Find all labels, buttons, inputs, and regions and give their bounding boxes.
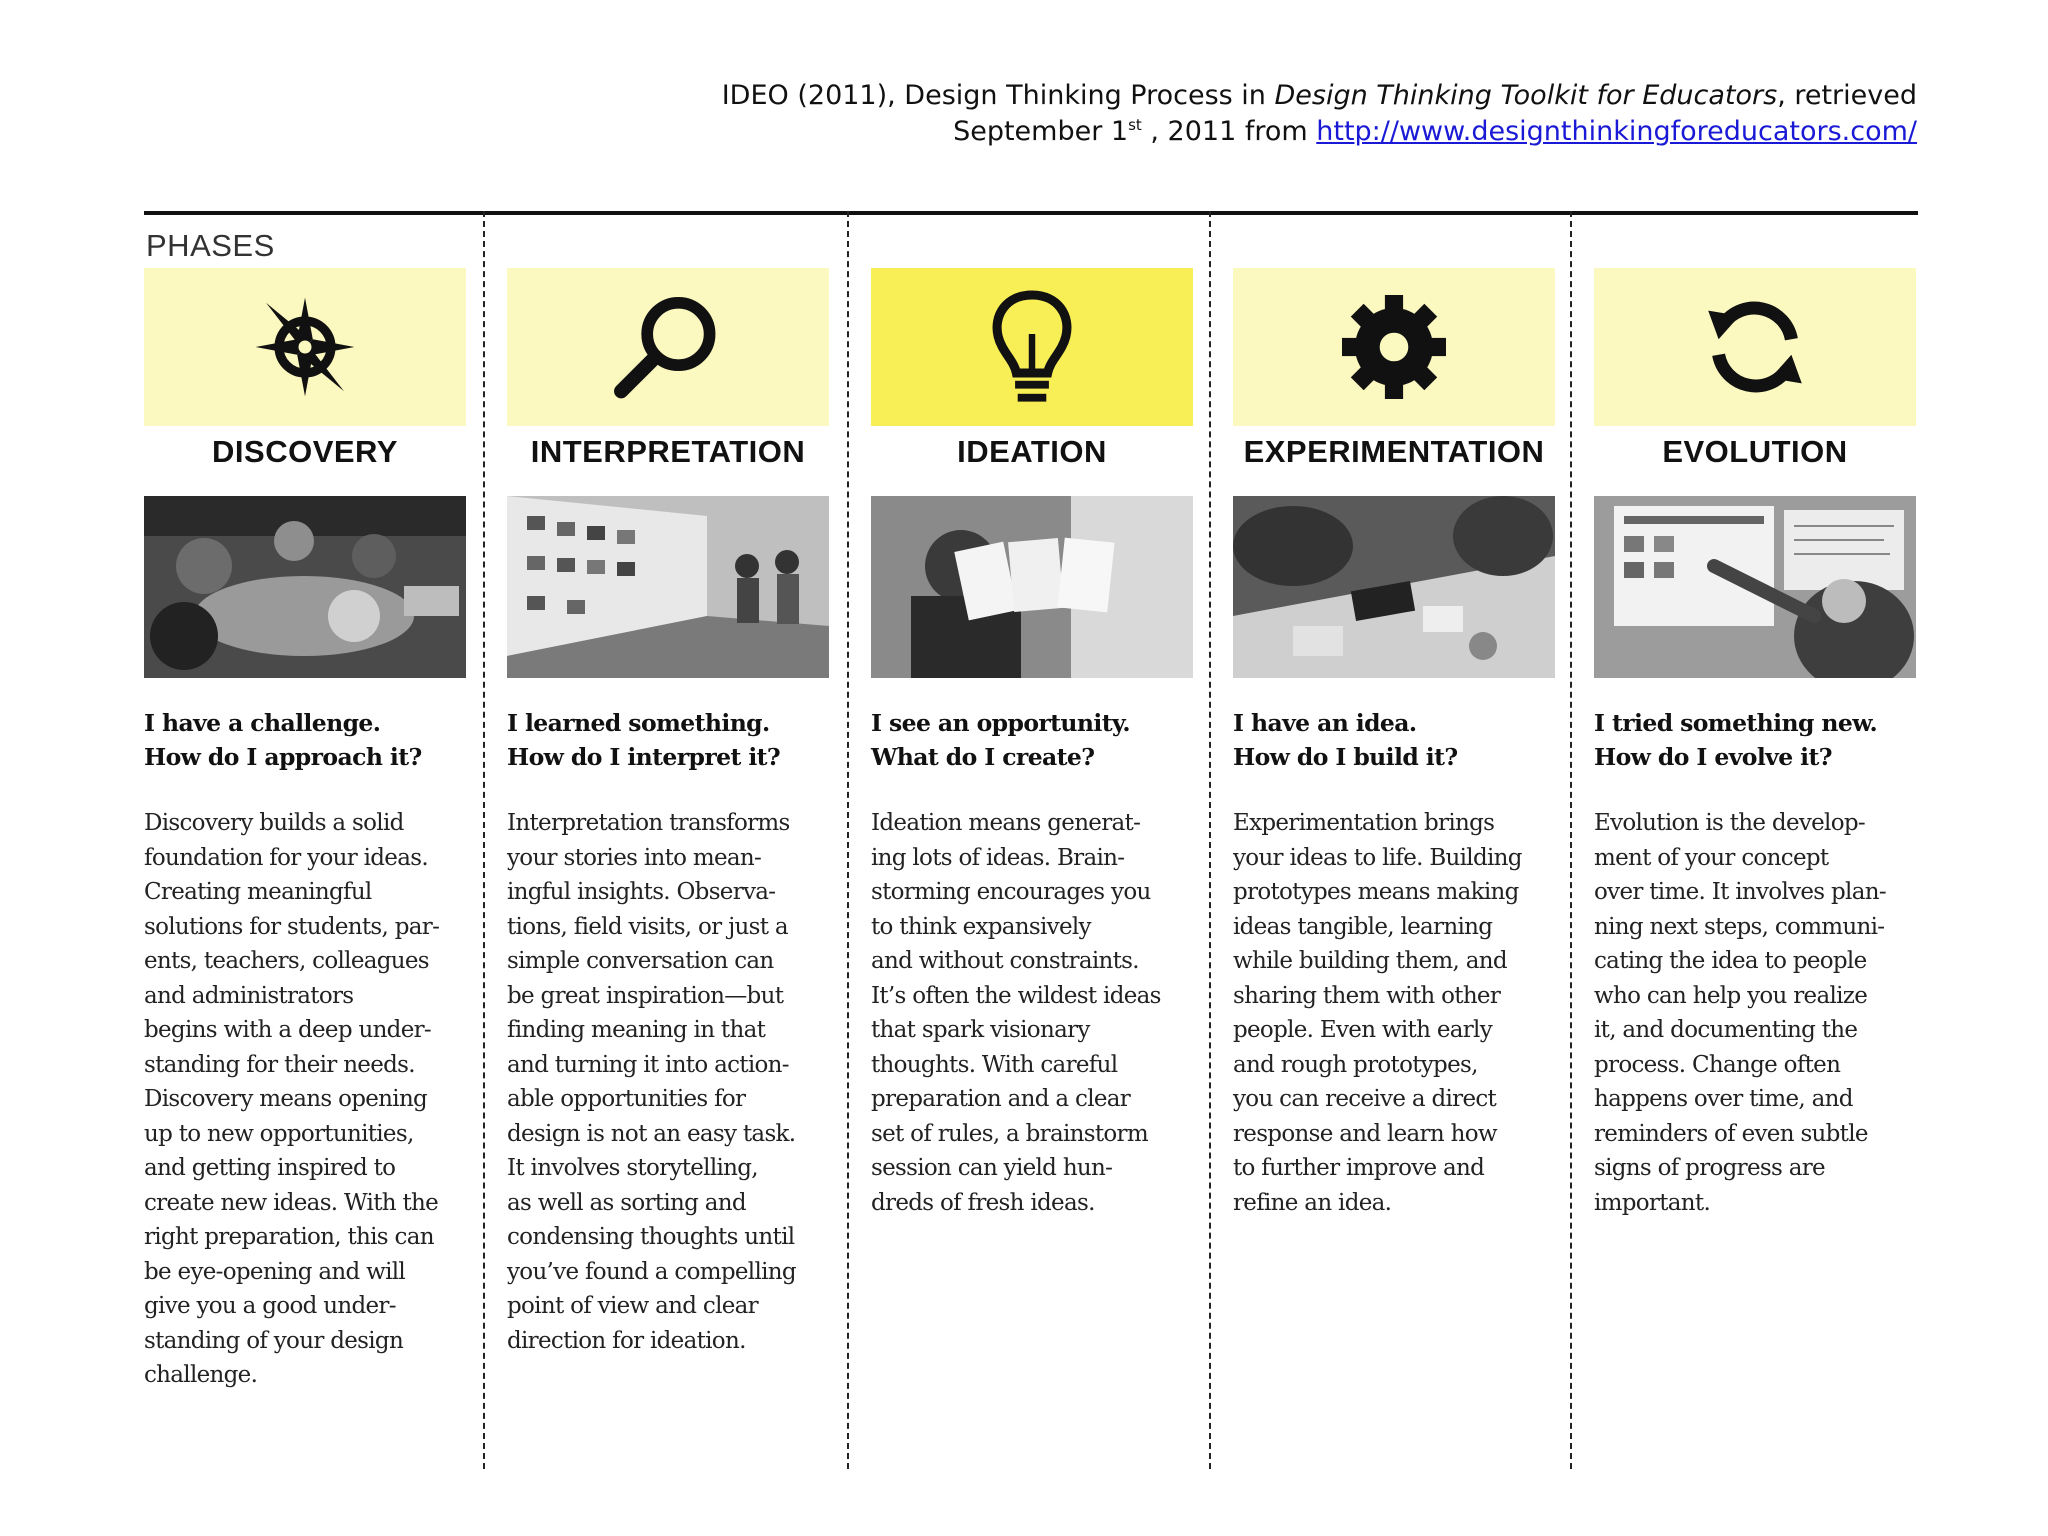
description-line: design is not an easy task. <box>507 1120 796 1147</box>
phase-title: DISCOVERY <box>212 434 398 469</box>
column-divider <box>483 211 485 1469</box>
description-line: It’s often the wildest ideas <box>871 982 1161 1009</box>
interpretation-photo <box>507 496 829 678</box>
description-line: sharing them with other <box>1233 982 1501 1009</box>
description-line: dreds of fresh ideas. <box>871 1189 1095 1216</box>
description-line: to think expansively <box>871 913 1091 940</box>
description-line: response and learn how <box>1233 1120 1497 1147</box>
phase-icon-box <box>507 268 829 426</box>
citation-line-1 <box>722 78 1917 114</box>
description-line: point of view and clear <box>507 1293 758 1319</box>
description-line: tions, field visits, or just a <box>507 913 788 940</box>
description-line: your stories into mean- <box>507 844 762 871</box>
description-line: who can help you realize <box>1594 982 1868 1009</box>
question-line: How do I build it? <box>1233 743 1458 771</box>
description-line: foundation for your ideas. <box>144 844 428 871</box>
lightbulb-icon <box>967 282 1097 412</box>
question-line: I learned something. <box>507 709 770 737</box>
description-line: process. Change often <box>1594 1051 1841 1078</box>
description-line: ning next steps, communi- <box>1594 913 1885 940</box>
top-rule <box>144 211 1918 215</box>
citation-book-title: Design Thinking Toolkit for Educators <box>1274 80 1778 111</box>
question-line: How do I approach it? <box>144 743 422 771</box>
description-line: cating the idea to people <box>1594 948 1867 974</box>
question-line: How do I evolve it? <box>1594 743 1832 771</box>
description-line: ment of your concept <box>1594 844 1829 871</box>
description-line: as well as sorting and <box>507 1189 746 1216</box>
phase-photo <box>1233 496 1555 678</box>
description-line: It involves storytelling, <box>507 1155 758 1181</box>
description-line: signs of progress are <box>1594 1155 1825 1181</box>
description-line: and administrators <box>144 982 354 1009</box>
description-line: condensing thoughts until <box>507 1224 795 1250</box>
description-line: Interpretation transforms <box>507 810 790 836</box>
description-line: standing of your design <box>144 1327 404 1354</box>
description-line: challenge. <box>144 1362 258 1388</box>
description-line: session can yield hun- <box>871 1155 1113 1181</box>
phase-description <box>144 806 466 1393</box>
description-line: your ideas to life. Building <box>1233 844 1522 871</box>
description-line: direction for ideation. <box>507 1327 746 1354</box>
description-line: and getting inspired to <box>144 1155 396 1181</box>
description-line: Discovery builds a solid <box>144 810 404 836</box>
phase-question <box>1594 706 1916 774</box>
description-line: Creating meaningful <box>144 879 372 905</box>
citation-date-suffix: st <box>1128 116 1142 134</box>
description-line: begins with a deep under- <box>144 1017 431 1043</box>
description-line: ideas tangible, learning <box>1233 913 1493 940</box>
phase-description <box>1233 806 1555 1220</box>
column-divider <box>1209 211 1211 1469</box>
description-line: be great inspiration—but <box>507 982 784 1009</box>
gear-icon <box>1329 282 1459 412</box>
question-line: I have an idea. <box>1233 709 1417 737</box>
description-line: preparation and a clear <box>871 1086 1131 1112</box>
discovery-photo <box>144 496 466 678</box>
description-line: Experimentation brings <box>1233 810 1495 836</box>
phase-title: INTERPRETATION <box>530 434 806 469</box>
column-divider <box>847 211 849 1469</box>
phase-title: EXPERIMENTATION <box>1243 434 1545 469</box>
description-line: over time. It involves plan- <box>1594 879 1886 905</box>
description-line: to further improve and <box>1233 1155 1485 1181</box>
evolution-photo <box>1594 496 1916 678</box>
phase-photo <box>144 496 466 678</box>
description-line: be eye-opening and will <box>144 1258 406 1285</box>
phases-heading: PHASES <box>146 228 275 263</box>
phase-question <box>871 706 1193 774</box>
description-line: set of rules, a brainstorm <box>871 1120 1148 1147</box>
phase-description <box>1594 806 1916 1220</box>
description-line: Discovery means opening <box>144 1086 428 1112</box>
magnifier-icon <box>603 282 733 412</box>
citation-line-2 <box>722 114 1917 150</box>
description-line: that spark visionary <box>871 1017 1090 1043</box>
description-line: simple conversation can <box>507 948 774 974</box>
description-line: able opportunities for <box>507 1086 746 1112</box>
column-divider <box>1570 211 1572 1469</box>
description-line: finding meaning in that <box>507 1017 766 1043</box>
description-line: Evolution is the develop- <box>1594 810 1865 836</box>
description-line: Ideation means generat- <box>871 810 1141 836</box>
phase-evolution <box>1594 268 1916 1220</box>
description-line: and turning it into action- <box>507 1051 789 1078</box>
description-line: create new ideas. With the <box>144 1189 439 1216</box>
phase-photo <box>1594 496 1916 678</box>
description-line: people. Even with early <box>1233 1017 1492 1043</box>
description-line: refine an idea. <box>1233 1189 1392 1216</box>
question-line: I have a challenge. <box>144 709 381 737</box>
phase-title: IDEATION <box>957 434 1107 469</box>
phase-photo <box>507 496 829 678</box>
description-line: and rough prototypes, <box>1233 1051 1478 1078</box>
description-line: standing for their needs. <box>144 1051 415 1078</box>
phase-question <box>507 706 829 774</box>
phase-description <box>871 806 1193 1220</box>
citation-date: September 1 <box>953 116 1129 147</box>
phase-ideation <box>871 268 1193 1220</box>
phase-title: EVOLUTION <box>1662 434 1848 469</box>
description-line: give you a good under- <box>144 1293 396 1319</box>
description-line: happens over time, and <box>1594 1086 1853 1112</box>
description-line: thoughts. With careful <box>871 1051 1118 1078</box>
description-line: storming encourages you <box>871 879 1151 905</box>
phase-experimentation <box>1233 268 1555 1220</box>
experimentation-photo <box>1233 496 1555 678</box>
question-line: I see an opportunity. <box>871 709 1130 737</box>
description-line: ingful insights. Observa- <box>507 879 776 905</box>
citation-url-link[interactable]: http://www.designthinkingforeducators.com/ <box>1316 116 1917 147</box>
phase-icon-box <box>144 268 466 426</box>
citation <box>722 78 1917 150</box>
description-line: prototypes means making <box>1233 879 1519 905</box>
citation-prefix: IDEO (2011), Design Thinking Process in <box>721 80 1275 111</box>
compass-icon <box>240 282 370 412</box>
phase-question <box>144 706 466 774</box>
citation-year: , 2011 from <box>1141 116 1317 147</box>
description-line: while building them, and <box>1233 948 1507 974</box>
phase-discovery <box>144 268 466 1393</box>
description-line: ents, teachers, colleagues <box>144 948 429 974</box>
phase-interpretation <box>507 268 829 1358</box>
description-line: you’ve found a compelling <box>507 1258 796 1285</box>
phase-description <box>507 806 829 1358</box>
phase-icon-box <box>1594 268 1916 426</box>
citation-suffix: , retrieved <box>1777 80 1917 111</box>
description-line: reminders of even subtle <box>1594 1120 1868 1147</box>
question-line: How do I interpret it? <box>507 743 781 771</box>
phase-icon-box <box>871 268 1193 426</box>
refresh-cycle-icon <box>1690 282 1820 412</box>
question-line: I tried something new. <box>1594 709 1878 737</box>
description-line: solutions for students, par- <box>144 913 440 940</box>
ideation-photo <box>871 496 1193 678</box>
description-line: ing lots of ideas. Brain- <box>871 844 1125 871</box>
description-line: right preparation, this can <box>144 1224 434 1250</box>
phase-question <box>1233 706 1555 774</box>
question-line: What do I create? <box>871 743 1095 771</box>
description-line: important. <box>1594 1189 1711 1216</box>
description-line: you can receive a direct <box>1233 1086 1497 1112</box>
description-line: up to new opportunities, <box>144 1120 414 1147</box>
phase-photo <box>871 496 1193 678</box>
description-line: and without constraints. <box>871 948 1139 974</box>
phase-icon-box <box>1233 268 1555 426</box>
description-line: it, and documenting the <box>1594 1017 1858 1043</box>
